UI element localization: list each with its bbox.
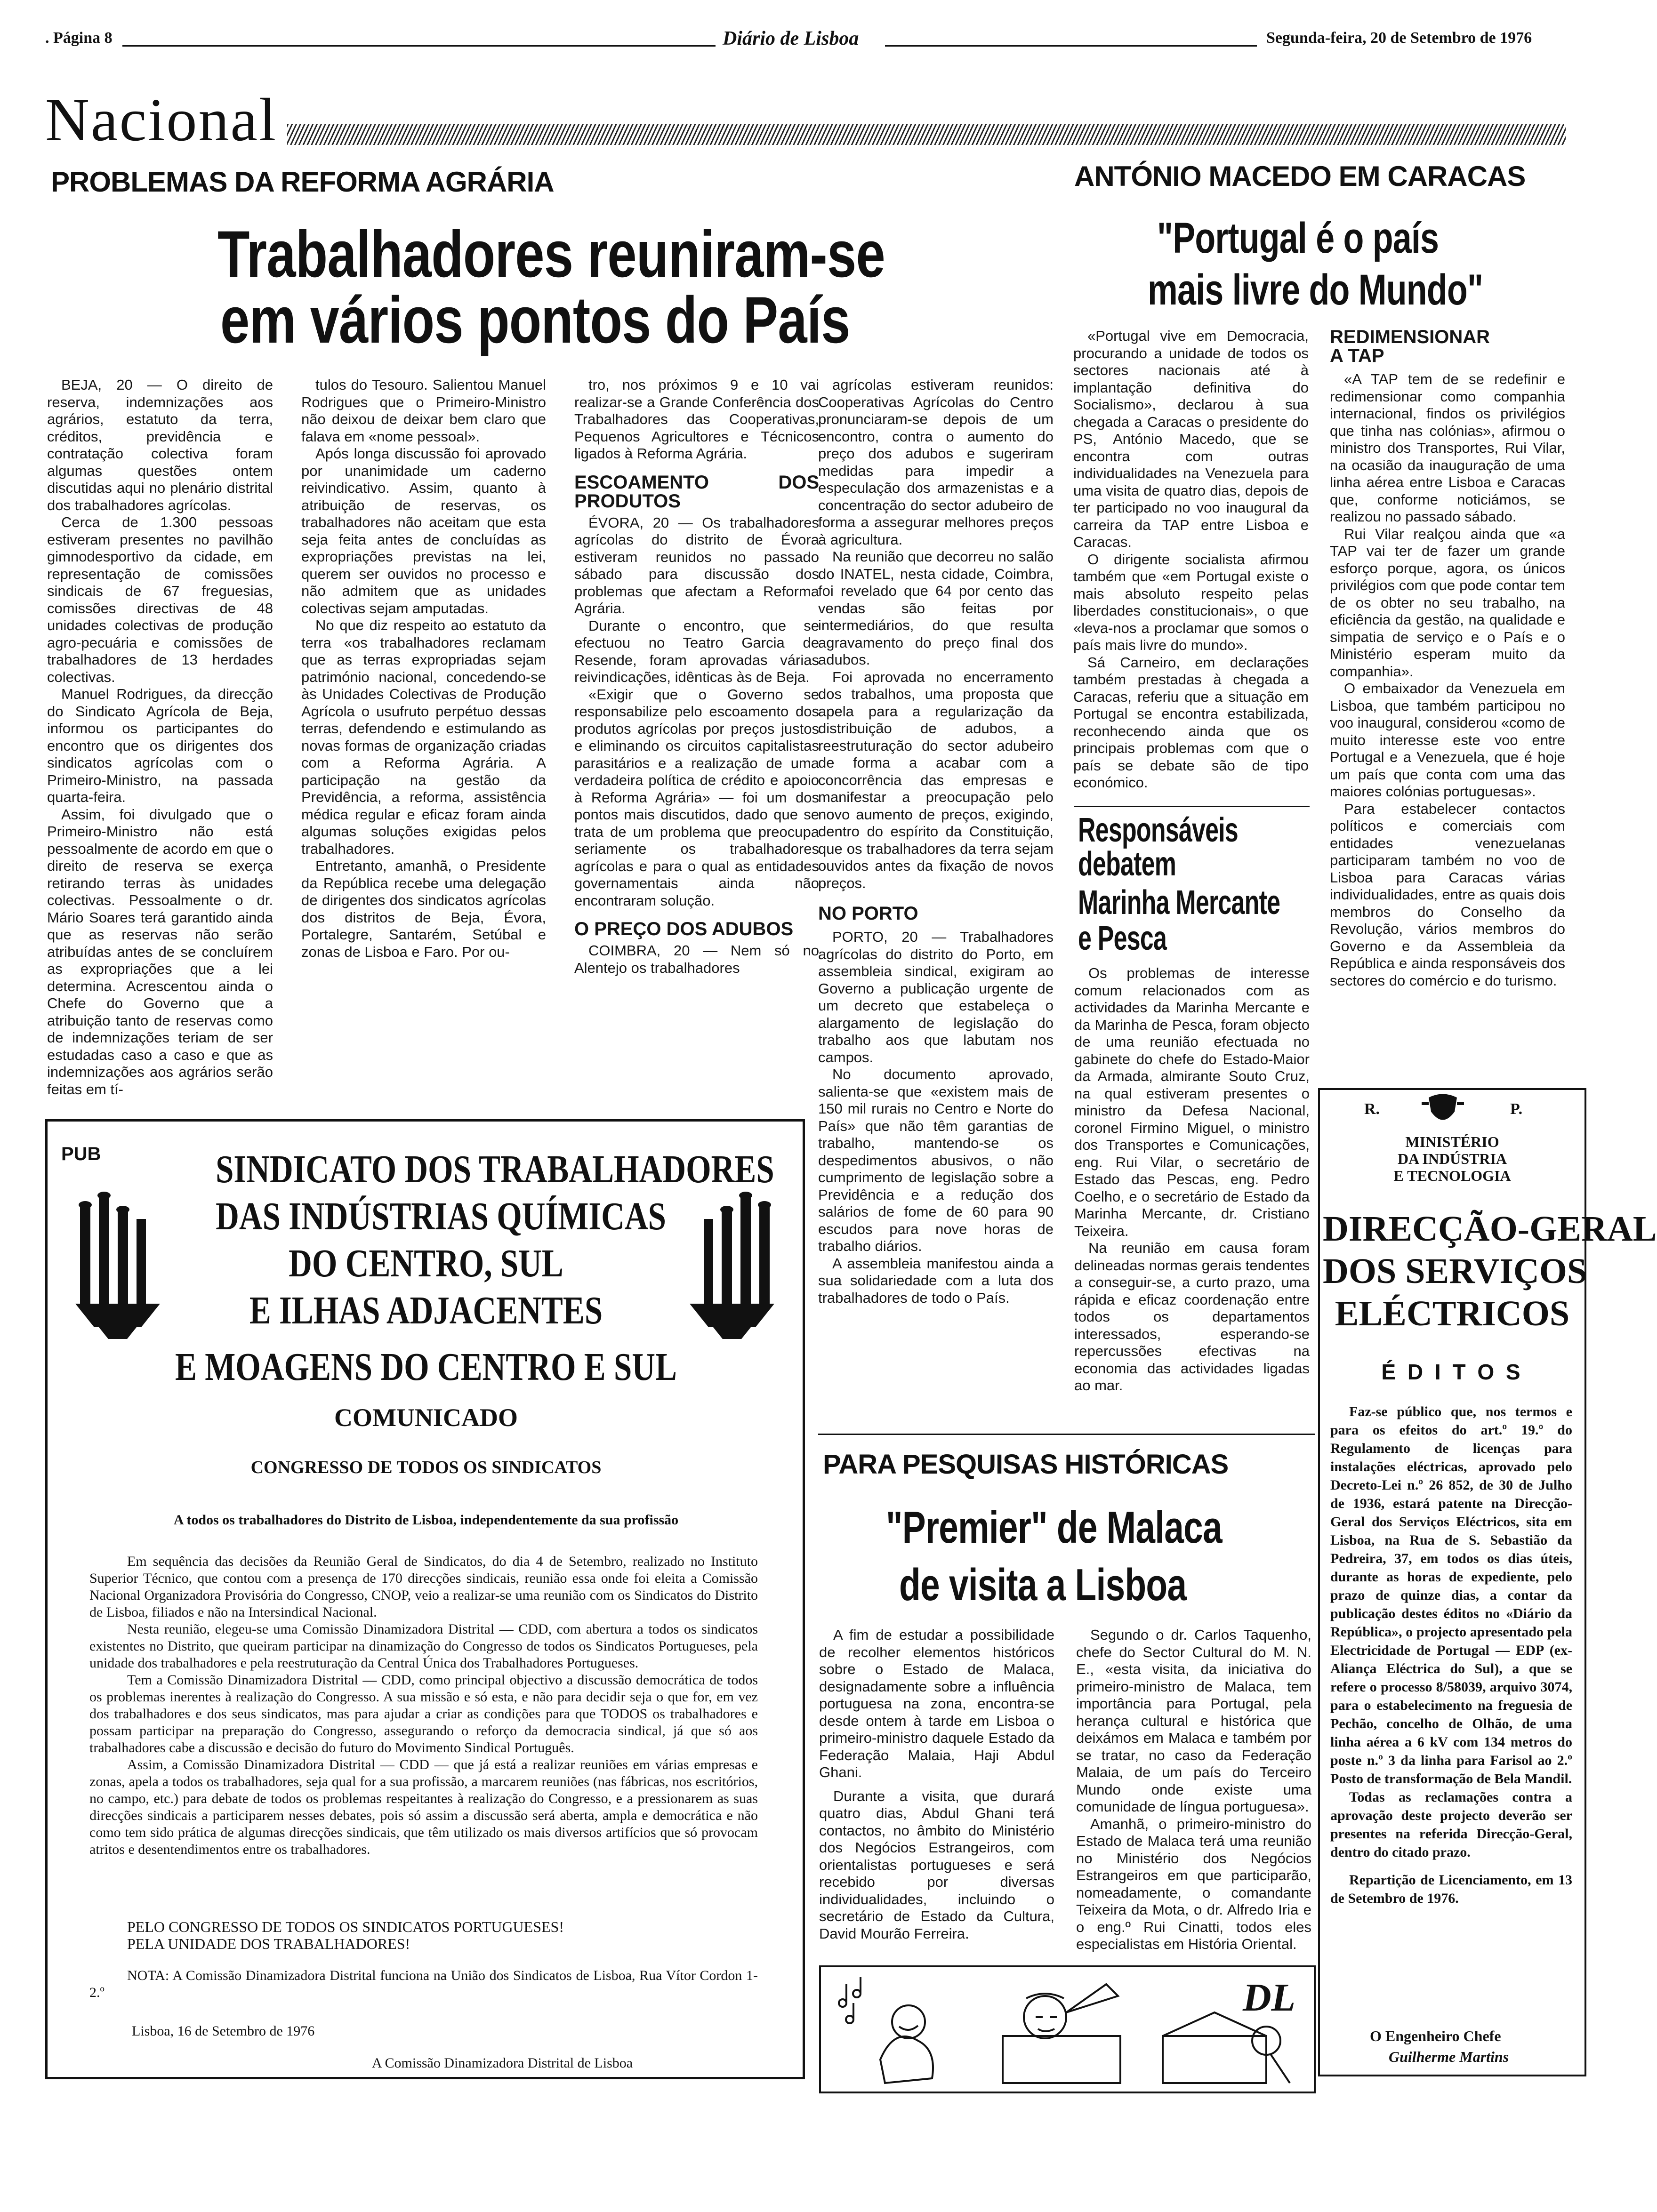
ministry-line-3: E TECNOLOGIA xyxy=(1393,1167,1511,1184)
marinha-headline-line-4: e Pesca xyxy=(1078,920,1167,957)
pub-signature: A Comissão Dinamizadora Distrital de Lisboa xyxy=(372,2055,633,2071)
header-rule-right xyxy=(885,45,1257,47)
subhead-preco-adubos: O PREÇO DOS ADUBOS xyxy=(574,919,794,939)
paragraph: «A TAP tem de se redefinir e redimensionar como companhia internacional, findos os privilégios que tinha nas colónias», afirmou o ministro dos Transportes, Rui Vilar, na ocasião da inauguração de uma linha aérea entre Lisboa e Caracas que, conforme noticiámos, se realizou no passado sábado. xyxy=(1330,371,1565,525)
masthead: Diário de Lisboa xyxy=(723,28,859,49)
paragraph: Cerca de 1.300 pessoas estiveram presentes no pavilhão gimnodesportivo da cidade, em representação de comissões sindicais de 67 freguesias, comissões directivas de 48 unidades colectivas de produção agro-pecuária e comissões de trabalhadores de 13 herdades colectivas. xyxy=(47,514,273,685)
malaca-top-rule xyxy=(818,1434,1315,1435)
paragraph: Assim, a Comissão Dinamizadora Distrital — CDD — que já está a realizar reuniões em várias empresas e zonas, apela a todos os trabalhadores, seja qual for a sua profissão, a marcarem reuniões (nas fábricas, nos escritórios, no campo, etc.) para debate de todos os problemas respeitantes à realização do Congresso, e a pressionarem as suas direcções sindicais a participarem nesses debates, pois só assim a discussão será aberta, ampla e democrática e não como tem sido prática de algumas direcções sindicais, que têm utilizado os mais diversos artifícios que só provocam atritos e desentendimentos entre os trabalhadores. xyxy=(89,1757,758,1857)
paragraph: PORTO, 20 — Trabalhadores agrícolas do distrito do Porto, em assembleia sindical, exigiram ao Governo a publicação urgente de um decreto que estabeleça o alargamento de legislação do trabalho aos que labutam nos campos. xyxy=(818,929,1054,1066)
paragraph: No documento aprovado, salienta-se que «existem mais de 150 mil rurais no Centro e Norte do País» que não têm garantias de trabalho, mantendo-se os despedimentos abusivos, o não cumprimento de legislação sobre a Previdência e a redução dos salários de fome de 60 para 90 escudos para nove horas de trabalho diários. xyxy=(818,1066,1054,1254)
ministry-line-2: DA INDÚSTRIA xyxy=(1397,1150,1507,1167)
pub-date: Lisboa, 16 de Setembro de 1976 xyxy=(132,2023,315,2039)
macedo-col-1 xyxy=(1073,328,1309,789)
paragraph: Sá Carneiro, em declarações também prestadas à chegada a Caracas, referiu que a situação em Portugal se encontra estabilizada, reconhecendo ainda que os principais problemas com que o país se debate são de tipo económico. xyxy=(1073,654,1309,791)
main-col-2 xyxy=(301,377,546,1106)
dl-logo: DL xyxy=(1243,1976,1295,2020)
paragraph: tulos do Tesouro. Salientou Manuel Rodrigues que o Primeiro-Ministro não deixou de deixar bem claro que falava em «nome pessoal». xyxy=(301,377,546,445)
paragraph: tro, nos próximos 9 e 10 vai realizar-se a Grande Conferência dos Trabalhadores das Cooperativas, Pequenos Agricultores e Técnicos ligados à Reforma Agrária. xyxy=(574,377,819,462)
subhead-escoamento: ESCOAMENTO DOS PRODUTOS xyxy=(574,472,819,512)
paragraph: Foi aprovada no encerramento dos trabalhos, uma proposta que apela para a regularização da distribuição de adubos, a reestruturação do sector adubeiro de forma a acabar com a concorrência das empresas e manifestar a preocupação pelo novo aumento de preços, exigindo, dentro do espírito da Constituição, que os trabalhadores da terra sejam ouvidos antes da fixação de novos preços. xyxy=(818,668,1054,891)
paragraph: No que diz respeito ao estatuto da terra «os trabalhadores reclamam que as terras expropriadas sejam património nacional, concedendo-se às Unidades Colectivas de Produção Agrícola o usufruto perpétuo dessas terras, defendendo e estimulando as novas formas de organização criadas com a Reforma Agrária. A participação na gestão da Previdência, a reforma, assistência médica regular e eficaz foram ainda algumas soluções exigidas pelos trabalhadores. xyxy=(301,617,546,857)
macedo-kicker: ANTÓNIO MACEDO EM CARACAS xyxy=(1074,160,1526,192)
editos-body xyxy=(1330,1403,1572,2014)
pub-title-line-1: SINDICATO DOS TRABALHADORES xyxy=(216,1147,774,1191)
paragraph: Rui Vilar realçou ainda que «a TAP vai ter de fazer um grande esforço porque, agora, os únicos privilégios com que pode contar tem de os obter no seu trabalho, na eficiência da gestão, na qualidade e simpatia de serviço e o País e o Ministério esperam muito da companhia». xyxy=(1330,525,1565,680)
pub-slogan-2: PELA UNIDADE DOS TRABALHADORES! xyxy=(127,1935,410,1952)
paragraph: Após longa discussão foi aprovado por unanimidade um caderno reivindicativo. Assim, quanto à atribuição de reservas, os trabalhadores não aceitam que esta seja feita antes de concluídas as expropriações previstas na lei, querem ser ouvidos no processo e não admitem que as unidades colectivas sejam amputadas. xyxy=(301,445,546,617)
malaca-col-1 xyxy=(819,1627,1054,1956)
pub-title-line-5: E MOAGENS DO CENTRO E SUL xyxy=(175,1345,677,1389)
marinha-top-rule xyxy=(1074,806,1310,807)
ministry-line-1: MINISTÉRIO xyxy=(1405,1133,1499,1150)
coat-of-arms-right-letter: P. xyxy=(1510,1100,1523,1118)
cartoon-panel-3 xyxy=(1149,2008,1309,2088)
dgse-title-line-2: DOS SERVIÇOS xyxy=(1323,1251,1587,1291)
paragraph: Durante a visita, que durará quatro dias, Abdul Ghani terá contactos, no âmbito do Ministério dos Negócios Estrangeiros, com orientalistas portugueses e será recebido por diversas individualidades, incluindo o secretário de Estado da Cultura, David Mourão Ferreira. xyxy=(819,1787,1054,1942)
pub-title-line-4: E ILHAS ADJACENTES xyxy=(249,1289,603,1332)
dgse-title-line-1: DIRECÇÃO-GERAL xyxy=(1323,1209,1657,1249)
subhead-porto: NO PORTO xyxy=(818,903,918,924)
cartoon-panel-1 xyxy=(824,1970,974,2088)
paragraph: Em sequência das decisões da Reunião Geral de Sindicatos, do dia 4 de Setembro, realizado no Instituto Superior Técnico, que contou com a presença de 170 direcções sindicais, reunião essa onde foi eleita a Comissão Nacional Organizadora Provisória do Congresso, CNOP, veio a realizar-se uma reunião com os Sindicatos do Distrito de Lisboa, filiados e não na Intersindical Nacional. xyxy=(89,1554,758,1620)
section-hatch-band xyxy=(287,124,1566,145)
paragraph: Na reunião que decorreu no salão do INATEL, nesta cidade, Coimbra, foi revelado que 64 por cento das vendas são feitas por intermediários, do que resulta agravamento do preço final dos adubos. xyxy=(818,548,1054,668)
cartoon-panel-2 xyxy=(984,1970,1139,2088)
header-date: Segunda-feira, 20 de Setembro de 1976 xyxy=(1266,29,1532,47)
paragraph: Nesta reunião, elegeu-se uma Comissão Dinamizadora Distrital — CDD, com abertura a todos os sindicatos existentes no Distrito, que queiram participar na dinamização do Congresso de todos os Sindicatos Portugueses, pela unidade dos trabalhadores e pela reestruturação da Central Única dos Trabalhadores Portugueses. xyxy=(89,1621,758,1671)
main-headline-line-1: Trabalhadores reuniram-se xyxy=(217,217,885,291)
paragraph: Na reunião em causa foram delineadas normas gerais tendentes a conseguir-se, a curto prazo, uma rápida e eficaz coordenação entre todos os departamentos interessados, esperando-se repercussões efectivas na economia das actividades ligadas ao mar. xyxy=(1074,1240,1310,1394)
main-col-1 xyxy=(47,377,273,1106)
marinha-headline-line-1: Responsáveis xyxy=(1078,811,1239,849)
main-col-3 xyxy=(574,377,819,1106)
subhead-tap: REDIMENSIONAR A TAP xyxy=(1330,327,1490,366)
paragraph: ÉVORA, 20 — Os trabalhadores agrícolas do distrito de Évora estiveram reunidos no passado sábado para discussão dos problemas que afectam a Reforma Agrária. xyxy=(574,514,819,617)
main-col-4 xyxy=(818,377,1054,1306)
pub-comunicado: COMUNICADO xyxy=(334,1403,518,1432)
macedo-col-2 xyxy=(1330,328,1565,1118)
paragraph: Amanhã, o primeiro-ministro do Estado de Malaca terá uma reunião no Ministério dos Negócios Estrangeiros em que participarão, nomeadamente, o comandante Teixeira da Mota, o dr. Alfredo Iria e o eng.º Rui Cinatti, todos eles especialistas em História Oriental. xyxy=(1076,1815,1311,1952)
paragraph: Segundo o dr. Carlos Taquenho, chefe do Sector Cultural do M. N. E., «esta visita, da iniciativa do primeiro-ministro de Malaca, tem importância para Portugal, pela herança cultural e histórica que deixámos em Malaca e também por se tratar, no caso da Federação Malaia, de um país do Terceiro Mundo onde existe uma comunidade de língua portuguesa». xyxy=(1076,1627,1311,1815)
macedo-headline-line-1: "Portugal é o país xyxy=(1157,214,1439,262)
pub-congresso: CONGRESSO DE TODOS OS SINDICATOS xyxy=(250,1458,602,1477)
pub-nota: NOTA: A Comissão Dinamizadora Distrital funciona na União dos Sindicatos de Lisboa, Rua Vítor Cordon 1-2.º xyxy=(89,1968,758,2000)
pub-slogan-1: PELO CONGRESSO DE TODOS OS SINDICATOS PORTUGUESES! xyxy=(127,1918,564,1935)
paragraph: COIMBRA, 20 — Nem só no Alentejo os trabalhadores xyxy=(574,942,819,976)
paragraph: agrícolas estiveram reunidos: Cooperativas Agrícolas do Centro pronunciaram-se depois de um encontro, contra o aumento do preço dos adubos e sugeriram medidas para impedir a especulação dos armazenistas e a concentração do sector adubeiro de forma a assegurar melhores preços à agricultura. xyxy=(818,377,1054,548)
main-headline-line-2: em vários pontos do País xyxy=(220,283,850,357)
pub-title-line-2: DAS INDÚSTRIAS QUÍMICAS xyxy=(216,1194,666,1238)
malaca-kicker: PARA PESQUISAS HISTÓRICAS xyxy=(823,1449,1229,1480)
marinha-headline-line-3: Marinha Mercante xyxy=(1078,884,1280,922)
pub-body xyxy=(89,1553,758,1911)
paragraph: Assim, foi divulgado que o Primeiro-Ministro não está pessoalmente de acordo em que o direito de reserva se exerça retirando terras às unidades colectivas. Pessoalmente o dr. Mário Soares terá garantido ainda que as reservas não serão atribuídas antes de se concluírem as expropriações que a lei determina. Acrescentou ainda o Chefe do Governo que a atribuição tanto de reservas como de indemnizações teriam de ser estudadas caso a caso e que as indemnizações aos agrários serão feitas em tí- xyxy=(47,806,273,1098)
pub-tag: PUB xyxy=(61,1144,101,1164)
paragraph: Durante o encontro, que se efectuou no Teatro Garcia de Resende, foram aprovadas várias reivindicações, idênticas às de Beja. xyxy=(574,617,819,685)
main-kicker: PROBLEMAS DA REFORMA AGRÁRIA xyxy=(51,166,554,198)
header-rule-left xyxy=(122,45,716,47)
malaca-headline-line-1: "Premier" de Malaca xyxy=(886,1502,1222,1553)
paragraph: O embaixador da Venezuela em Lisboa, que também participou no voo inaugural, considerou «como de muito interesse este voo entre Portugal e a Venezuela, que é hoje um país que conta com uma das maiores colónias portuguesas». xyxy=(1330,680,1565,800)
paragraph: A assembleia manifestou ainda a sua solidariedade com a luta dos trabalhadores de todo o País. xyxy=(818,1255,1054,1306)
dgse-title-line-3: ELÉCTRICOS xyxy=(1335,1294,1570,1333)
page-number: . Página 8 xyxy=(45,29,113,47)
paragraph: Para estabelecer contactos políticos e comerciais com entidades venezuelanas participaram também no voo de Lisboa para Caracas várias individualidades, entre as quais dois membros do Conselho da Revolução, vários membros do Governo e da Assembleia da República e ainda responsáveis dos sectores do comércio e do turismo. xyxy=(1330,800,1565,989)
section-title: Nacional xyxy=(45,86,278,154)
paragraph: «Portugal vive em Democracia, procurando a unidade de todos os sectores nacionais até à implantação definitiva do Socialismo», declarou à sua chegada a Caracas o presidente do PS, António Macedo, que se encontra com outras individualidades na Venezuela para uma visita de quatro dias, depois de ter participado no voo inaugural da carreira da TAP entre Lisboa e Caracas. xyxy=(1073,328,1309,550)
paragraph: Manuel Rodrigues, da direcção do Sindicato Agrícola de Beja, informou os participantes do encontro que os dirigentes dos sindicatos agrícolas com o Primeiro-Ministro, na passada quarta-feira. xyxy=(47,686,273,805)
malaca-headline-line-2: de visita a Lisboa xyxy=(899,1560,1187,1610)
refinery-icon-right xyxy=(685,1186,779,1341)
malaca-col-2 xyxy=(1076,1627,1311,1956)
paragraph: Todas as reclamações contra a aprovação deste projecto deverão ser presentes na referida Direcção-Geral, dentro do citado prazo. xyxy=(1330,1789,1572,1860)
editos-heading: É D I T O S xyxy=(1381,1360,1523,1384)
paragraph: O dirigente socialista afirmou também que «em Portugal existe o mais absoluto respeito pelas liberdades constitucionais», o que «leva-nos a proclamar que somos o país mais livre do mundo». xyxy=(1073,551,1309,653)
paragraph: Tem a Comissão Dinamizadora Distrital — CDD, como principal objectivo a discussão democrática de todos os problemas inerentes à realização do Congresso. A sua missão e só esta, e não para decidir seja o que for, em vez dos trabalhadores e dos seus sindicatos, mas para ajudar a criar as condições para que TODOS os trabalhadores e possam participar na preparação do Congresso, assegurando o reforço da democracia sindical, já que só aos trabalhadores cabe a discussão e decisão do futuro do Movimento Sindical Português. xyxy=(89,1672,758,1755)
editos-signature-name: Guilherme Martins xyxy=(1389,2048,1509,2065)
paragraph: BEJA, 20 — O direito de reserva, indemnizações aos agrários, estatuto da terra, créditos, previdência e contratação colectiva foram algumas questões ontem discutidas aqui no plenário distrital dos trabalhadores agrícolas. xyxy=(47,377,273,513)
pub-intro: A todos os trabalhadores do Distrito de Lisboa, independentemente da sua profissão xyxy=(173,1512,679,1528)
pub-title-line-3: DO CENTRO, SUL xyxy=(289,1242,563,1285)
macedo-headline-line-2: mais livre do Mundo" xyxy=(1148,266,1483,314)
paragraph: A fim de estudar a possibilidade de recolher elementos históricos sobre o Estado de Malaca, designadamente sobre a influência portuguesa na zona, encontra-se desde ontem à tarde em Lisboa o primeiro-ministro daquele Estado da Federação Malaia, Haji Abdul Ghani. xyxy=(819,1627,1054,1780)
marinha-col xyxy=(1074,965,1310,1435)
editos-signature-title: O Engenheiro Chefe xyxy=(1370,2028,1501,2044)
paragraph: Os problemas de interesse comum relacionados com as actividades da Marinha Mercante e da Marinha de Pesca, foram objecto de uma reunião efectuada no gabinete do chefe do Estado-Maior da Armada, almirante Souto Cruz, na qual estiveram presentes o ministro da Defesa Nacional, coronel Firmino Miguel, o ministro dos Transportes e Comunicações, eng. Rui Vilar, o secretário de Estado das Pescas, eng. Pedro Coelho, e o secretário de Estado da Marinha Mercante, dr. Cristiano Teixeira. xyxy=(1074,965,1310,1239)
refinery-icon-left xyxy=(71,1186,165,1341)
paragraph: Faz-se público que, nos termos e para os efeitos do art.º 19.º do Regulamento de licenças para instalações eléctricas, aprovado pelo Decreto-Lei n.º 26 852, de 30 de Julho de 1936, estará patente na Direcção-Geral dos Serviços Eléctricos, sita em Lisboa, na Rua de S. Sebastião da Pedreira, 37, em todos os dias úteis, durante as horas de expediente, pelo prazo de quinze dias, a contar da publicação destes éditos no «Diário da República», o projecto apresentado pela Electricidade de Portugal — EDP (ex-Aliança Eléctrica do Sul), a que se refere o processo 8/58039, arquivo 3074, para o estabelecimento na freguesia de Pechão, concelho de Olhão, de uma linha aérea a 6 kV com 134 metros do poste n.º 3 da linha para Farisol ao 2.º Posto de transformação de Bela Mandil. xyxy=(1330,1404,1572,1787)
coat-of-arms-left-letter: R. xyxy=(1364,1100,1380,1118)
paragraph: «Exigir que o Governo se responsabilize pelo escoamento dos produtos agrícolas por preços justos e eliminando os circuitos capitalistas parasitários e a realização de uma verdadeira política de crédito e apoio à Reforma Agrária» — foi um dos pontos mais discutidos, dado que se trata de um problema que preocupa seriamente os trabalhadores agrícolas e para o qual as entidades governamentais ainda não encontraram solução. xyxy=(574,686,819,909)
coat-of-arms-icon xyxy=(1419,1093,1466,1130)
paragraph: Repartição de Licenciamento, em 13 de Setembro de 1976. xyxy=(1330,1872,1572,1906)
paragraph: Entretanto, amanhã, o Presidente da República recebe uma delegação de dirigentes dos sindicatos agrícolas dos distritos de Beja, Évora, Portalegre, Santarém, Setúbal e zonas de Lisboa e Faro. Por ou- xyxy=(301,858,546,960)
marinha-headline-line-2: debatem xyxy=(1078,845,1176,883)
